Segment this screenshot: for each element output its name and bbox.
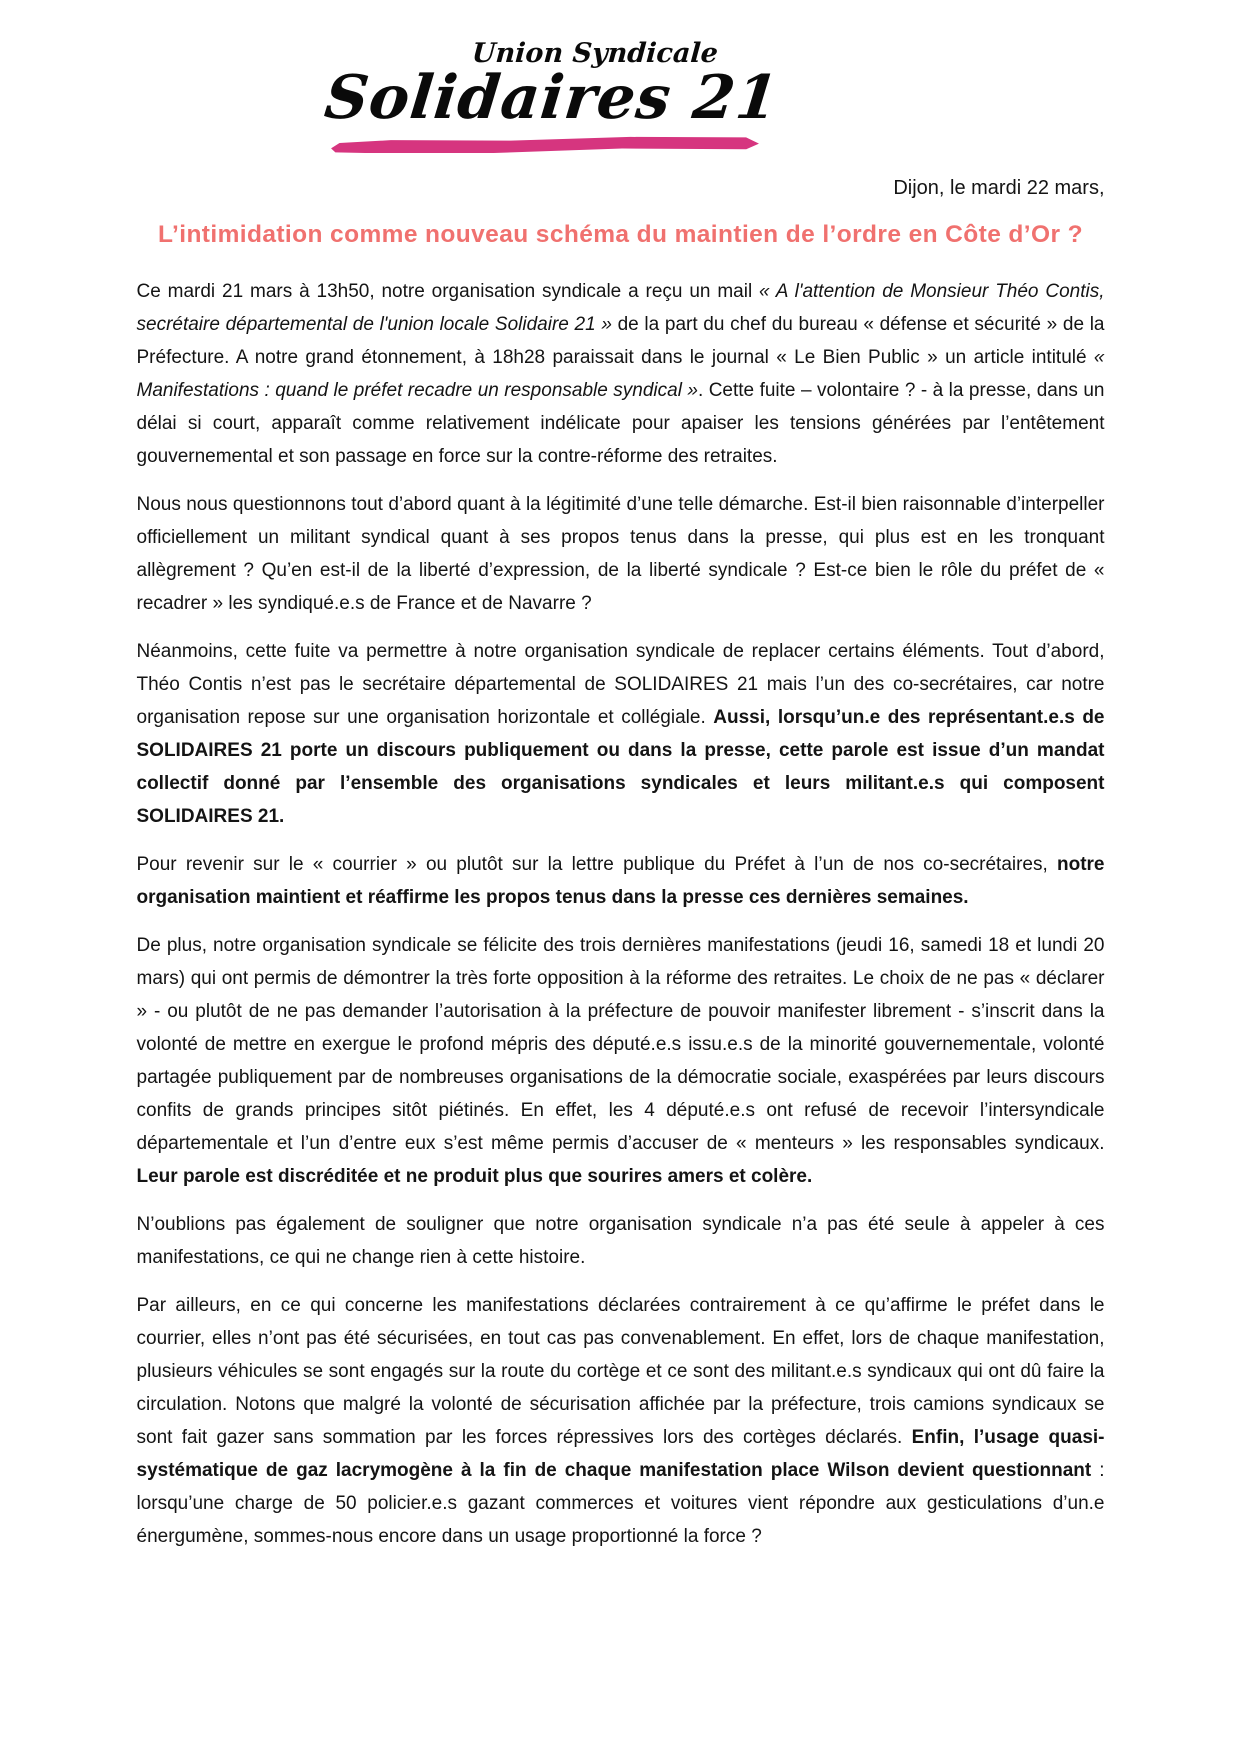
text-run: . Cette fuite – volontaire ? - à la presse, dans un délai si court, apparaît comme relativement indélicate pour apaiser les tensions générées par l’entêtement gouvernemental et son passage en force sur la contre-réforme des retraites. <box>136 379 1105 467</box>
paragraph <box>137 1208 1105 1274</box>
paragraph <box>137 635 1105 833</box>
logo-union-syndicale-text: Union Syndicale <box>470 38 719 69</box>
text-run: Aussi, lorsqu’un.e des représentant.e.s de SOLIDAIRES 21 porte un discours publiquement ou dans la presse, cette parole est issue d’un mandat collectif donné par l’ensemble des organisations syndicales et leurs militant.e.s qui composent SOLIDAIRES 21. <box>136 706 1105 827</box>
logo <box>320 38 782 153</box>
document-body <box>137 275 1105 1553</box>
document-content <box>137 175 1105 1553</box>
text-run: Leur parole est discréditée et ne produit plus que sourires amers et colère. <box>136 1165 813 1187</box>
paragraph <box>137 929 1105 1193</box>
paragraph <box>137 848 1105 914</box>
text-run: : lorsqu’une charge de 50 policier.e.s gazant commerces et voitures vient répondre aux gesticulations d’un.e énergumène, sommes-nous encore dans un usage proportionné la force ? <box>136 1459 1105 1547</box>
text-run: De plus, notre organisation syndicale se félicite des trois dernières manifestations (jeudi 16, samedi 18 et lundi 20 mars) qui ont permis de démontrer la très forte opposition à la réforme des retraites. Le choix de ne pas « déclarer » - ou plutôt de ne pas demander l’autorisation à la préfecture de pouvoir manifester librement - s’inscrit dans la volonté de mettre en exergue le profond mépris des député.e.s issu.e.s de la minorité gouvernementale, volonté partagée publiquement par de nombreuses organisations de la démocratie sociale, exaspérées par leurs discours confits de grands principes sitôt piétinés. En effet, les 4 député.e.s ont refusé de recevoir l’intersyndicale départementale et l’un d’entre eux s’est même permis d’accuser de « menteurs » les responsables syndicaux. <box>136 934 1105 1154</box>
date-line: Dijon, le mardi 22 mars, <box>893 177 1105 199</box>
text-run: Pour revenir sur le « courrier » ou plutôt sur la lettre publique du Préfet à l’un de nos co-secrétaires, <box>136 853 1057 875</box>
text-run: « A l'attention de Monsieur Théo Contis, secrétaire départemental de l'union locale Solidaire 21 » <box>136 280 1105 335</box>
page-title: L’intimidation comme nouveau schéma du maintien de l’ordre en Côte d’Or ? <box>158 221 1083 248</box>
logo-brush-underline-shape <box>330 134 758 155</box>
text-run: Par ailleurs, en ce qui concerne les manifestations déclarées contrairement à ce qu’affirme le préfet dans le courrier, elles n’ont pas été sécurisées, en tout cas pas convenablement. En effet, lors de chaque manifestation, plusieurs véhicules se sont engagés sur la route du cortège et ce sont des militant.e.s syndicaux qui ont dû faire la circulation. Notons que malgré la volonté de sécurisation affichée par la préfecture, trois camions syndicaux se sont fait gazer sans sommation par les forces répressives lors des cortèges déclarés. <box>136 1294 1105 1448</box>
text-run: Ce mardi 21 mars à 13h50, notre organisation syndicale a reçu un mail <box>136 280 760 302</box>
text-run: « Manifestations : quand le préfet recadre un responsable syndical » <box>136 346 1105 401</box>
text-run: notre organisation maintient et réaffirme les propos tenus dans la presse ces dernières semaines. <box>136 853 1105 908</box>
text-run: Néanmoins, cette fuite va permettre à notre organisation syndicale de replacer certains éléments. Tout d’abord, Théo Contis n’est pas le secrétaire départemental de SOLIDAIRES 21 mais l’un des co-secrétaires, car notre organisation repose sur une organisation horizontale et collégiale. <box>136 640 1105 728</box>
logo-solidaires-21-text: Solidaires 21 <box>320 63 782 133</box>
paragraph <box>137 1289 1105 1553</box>
paragraph <box>137 488 1105 620</box>
paragraph <box>137 275 1105 473</box>
text-run: N’oublions pas également de souligner que notre organisation syndicale n’a pas été seule à appeler à ces manifestations, ce qui ne change rien à cette histoire. <box>136 1213 1105 1268</box>
text-run: Enfin, l’usage quasi-systématique de gaz lacrymogène à la fin de chaque manifestation place Wilson devient questionnant <box>136 1426 1105 1481</box>
text-run: de la part du chef du bureau « défense et sécurité » de la Préfecture. A notre grand étonnement, à 18h28 paraissait dans le journal « Le Bien Public » un article intitulé <box>136 313 1105 368</box>
text-run: Nous nous questionnons tout d’abord quant à la légitimité d’une telle démarche. Est-il bien raisonnable d’interpeller officiellement un militant syndical quant à ses propos tenus dans la presse, qui plus est en les tronquant allègrement ? Qu’en est-il de la liberté d’expression, de la liberté syndicale ? Est-ce bien le rôle du préfet de « recadrer » les syndiqué.e.s de France et de Navarre ? <box>136 493 1105 614</box>
